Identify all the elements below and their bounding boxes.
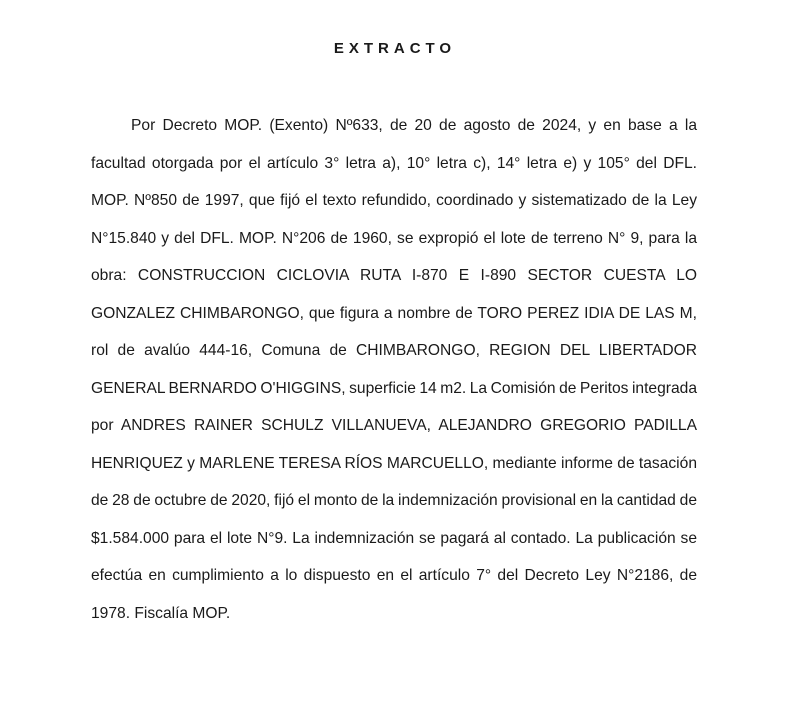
document-title: EXTRACTO <box>333 40 457 57</box>
document-body <box>91 107 697 632</box>
body-line: de 28 de octubre de 2020, fijó el monto de la indemnización provisional en la cantidad de <box>91 492 697 509</box>
body-line: MOP. Nº850 de 1997, que fijó el texto refundido, coordinado y sistematizado de la Ley <box>91 192 697 209</box>
body-line: GONZALEZ CHIMBARONGO, que figura a nombre de TORO PEREZ IDIA DE LAS M, <box>91 304 697 322</box>
body-line: facultad otorgada por el artículo 3° letra a), 10° letra c), 14° letra e) y 105° del DFL. <box>91 154 697 172</box>
body-line: N°15.840 y del DFL. MOP. N°206 de 1960, se expropió el lote de terreno N° 9, para la <box>91 229 697 247</box>
body-line: por ANDRES RAINER SCHULZ VILLANUEVA, ALEJANDRO GREGORIO PADILLA <box>91 417 697 434</box>
body-line: 1978. Fiscalía MOP. <box>91 604 231 622</box>
body-line: HENRIQUEZ y MARLENE TERESA RÍOS MARCUELLO, mediante informe de tasación <box>91 454 697 472</box>
body-line: obra: CONSTRUCCION CICLOVIA RUTA I-870 E I-890 SECTOR CUESTA LO <box>91 267 697 284</box>
body-line: GENERAL BERNARDO O'HIGGINS, superficie 14 m2. La Comisión de Peritos integrada <box>91 379 697 397</box>
body-line: $1.584.000 para el lote N°9. La indemnización se pagará al contado. La publicación se <box>91 529 697 547</box>
body-line: efectúa en cumplimiento a lo dispuesto en el artículo 7° del Decreto Ley N°2186, de <box>91 567 697 584</box>
body-line: rol de avalúo 444-16, Comuna de CHIMBARONGO, REGION DEL LIBERTADOR <box>91 342 697 359</box>
body-line: Por Decreto MOP. (Exento) Nº633, de 20 de agosto de 2024, y en base a la <box>131 117 697 134</box>
